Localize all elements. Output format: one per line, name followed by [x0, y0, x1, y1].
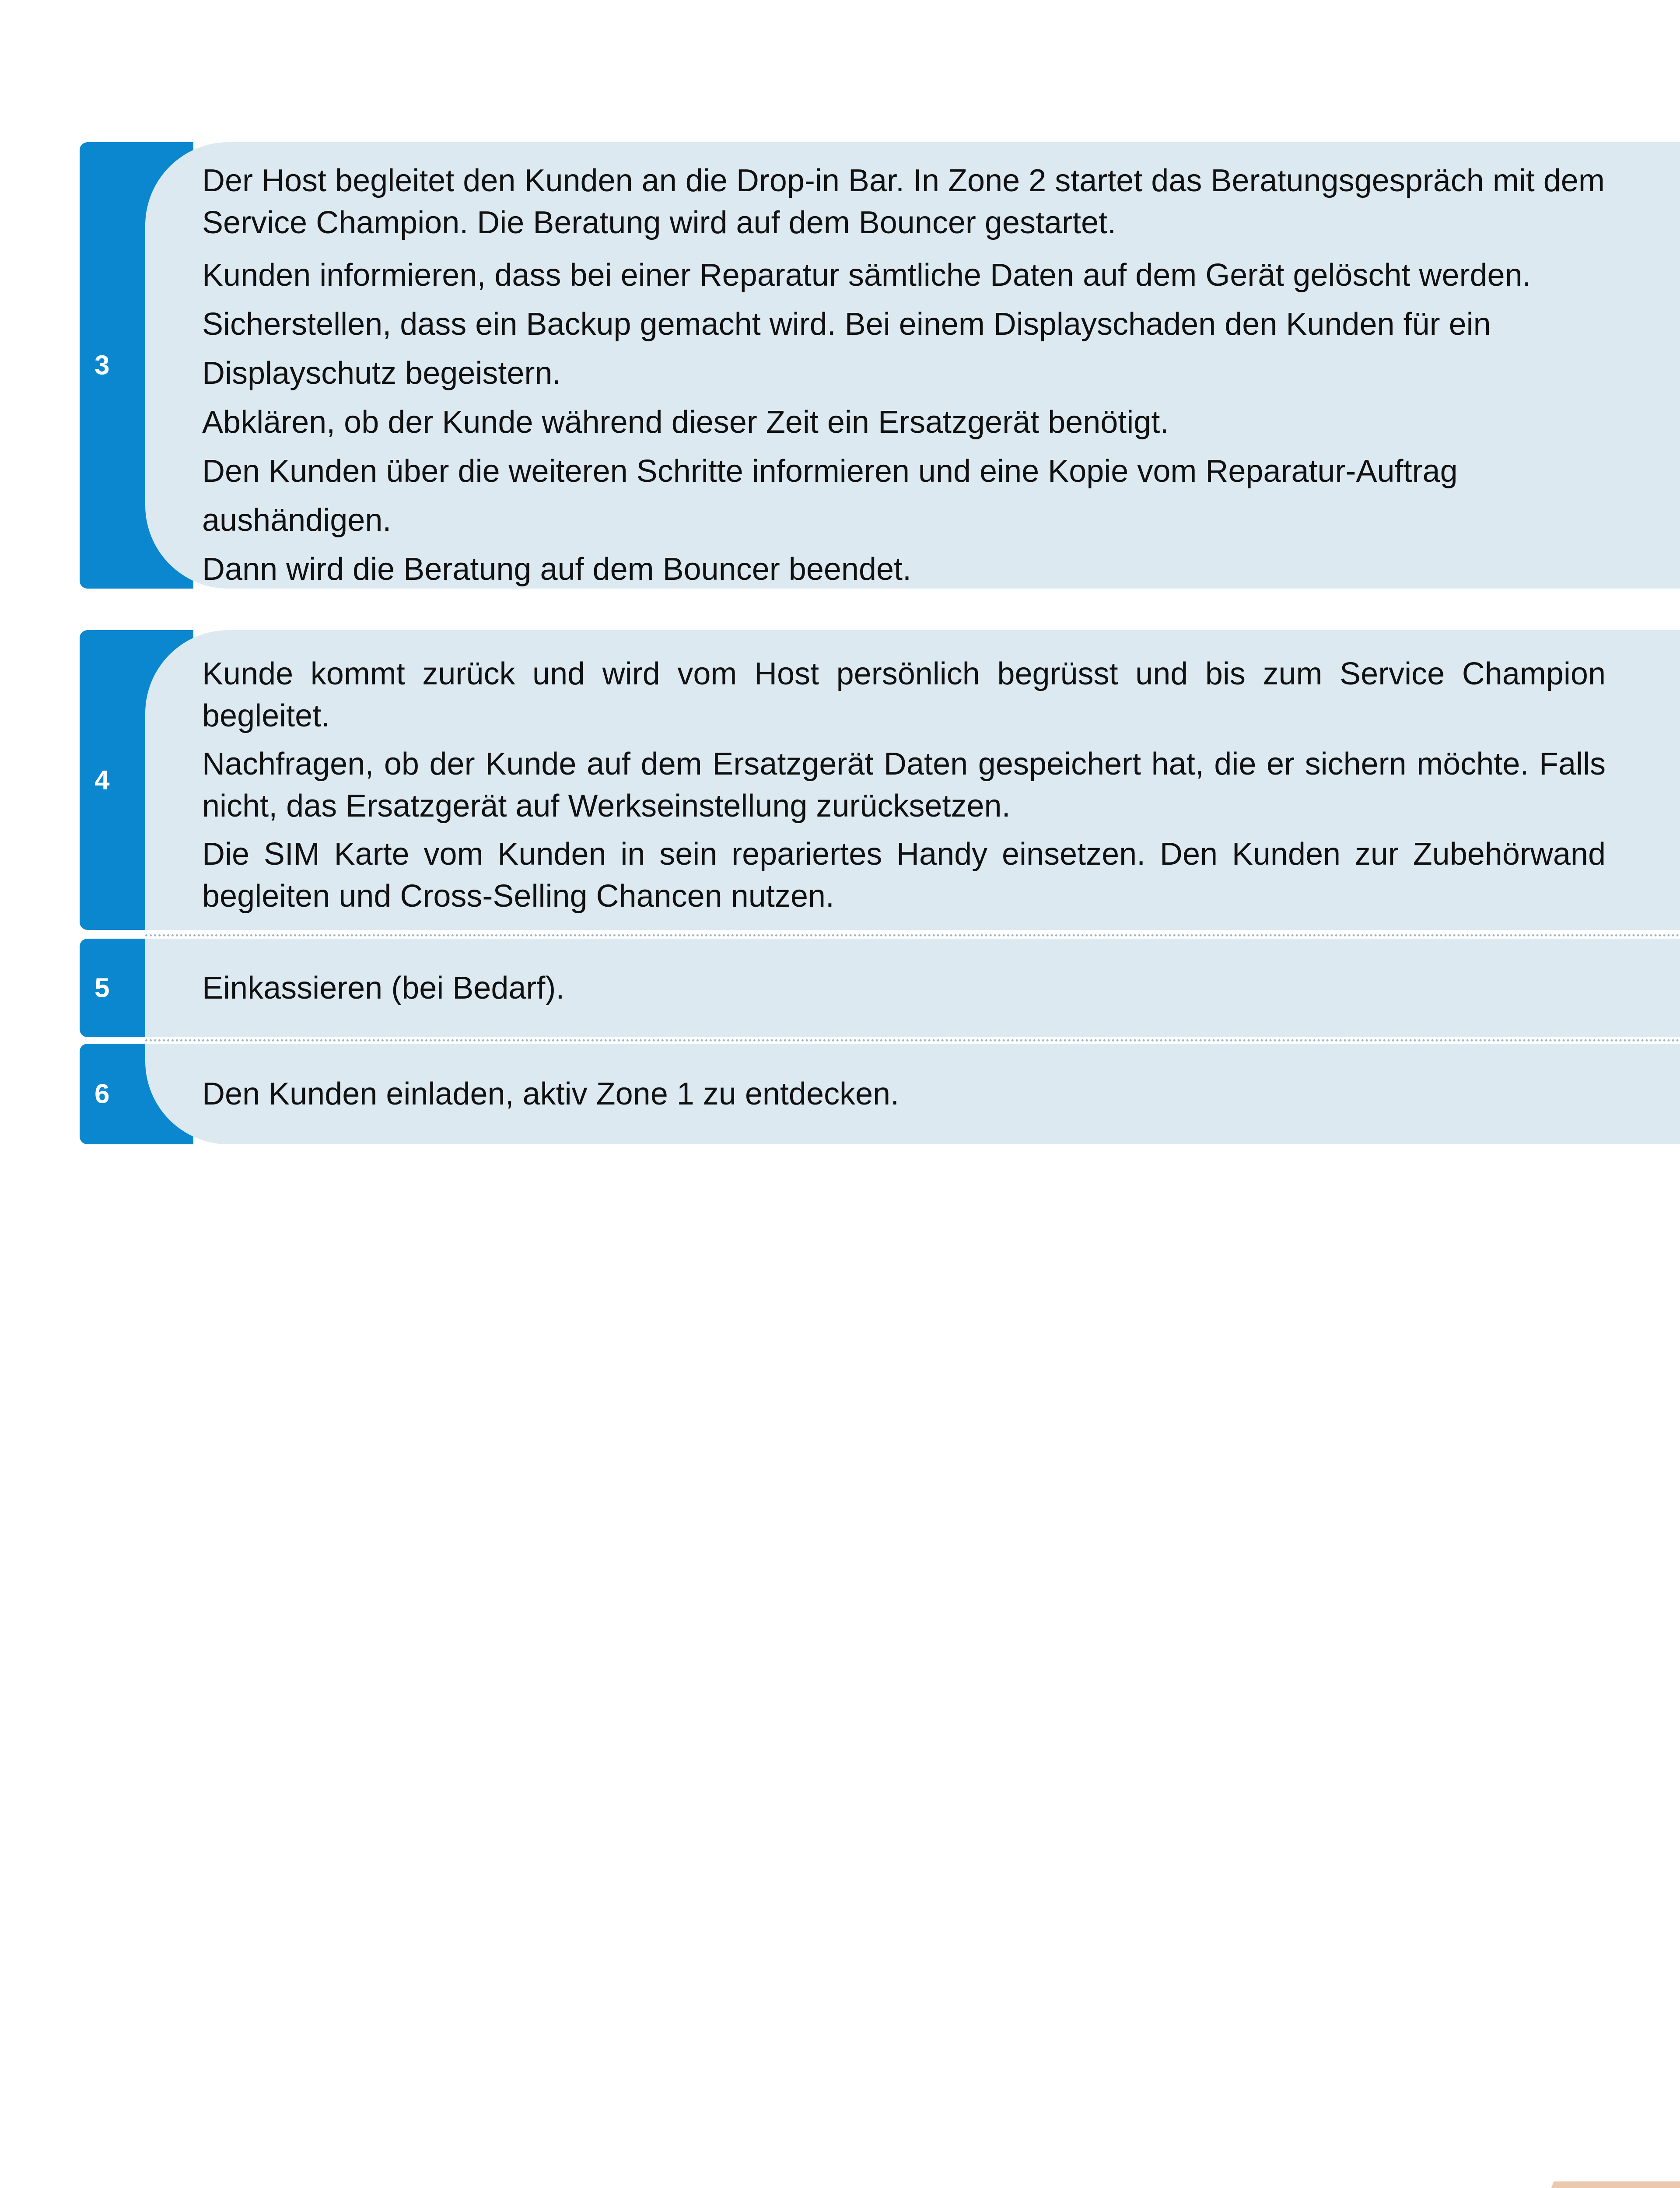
step-number: 3: [94, 350, 110, 381]
step-6-text: [202, 1044, 1606, 1144]
dotted-divider: [145, 1039, 1680, 1041]
step-number: 5: [94, 973, 110, 1003]
step-4-text: [202, 653, 1606, 917]
step-5-block: [80, 939, 1680, 1037]
step-6-line: Den Kunden einladen, aktiv Zone 1 zu entdecken.: [202, 1076, 900, 1112]
step-3-line: Sicherstellen, dass ein Backup gemacht wird. Bei einem Displayschaden den Kunden für ein: [202, 307, 1491, 342]
step-5-line: Einkassieren (bei Bedarf).: [202, 970, 565, 1006]
step-3-line: Dann wird die Beratung auf dem Bouncer beendet.: [202, 552, 912, 587]
step-3-line: Den Kunden über die weiteren Schritte informieren und eine Kopie vom Reparatur-Auftrag: [202, 454, 1458, 489]
step-number: 6: [94, 1079, 110, 1109]
step-3-block: [80, 142, 1680, 589]
step-3-line: Kunden informieren, dass bei einer Reparatur sämtliche Daten auf dem Gerät gelöscht werden.: [202, 258, 1531, 293]
step-3-line: Abklären, ob der Kunde während dieser Zeit ein Ersatzgerät benötigt.: [202, 405, 1169, 440]
step-3-text: [202, 160, 1606, 594]
step-5-text: [202, 939, 1606, 1037]
page-number-tab: [1518, 2181, 1680, 2188]
page-tab-shape: [1518, 2181, 1680, 2188]
step-4-line: Die SIM Karte vom Kunden in sein repariertes Handy einsetzen. Den Kunden zur Zubehörwand begleiten und Cross-Selling Chancen nutzen.: [202, 837, 1606, 914]
step-3-line: Displayschutz begeistern.: [202, 356, 561, 391]
step-3-line: Der Host begleitet den Kunden an die Drop-in Bar. In Zone 2 startet das Beratungsgespräch mit dem Service Champion. Die Beratung wird auf dem Bouncer gestartet.: [202, 163, 1605, 240]
step-number: 4: [94, 765, 110, 795]
dotted-divider: [145, 934, 1680, 936]
step-3-line: aushändigen.: [202, 503, 392, 538]
step-4-line: Nachfragen, ob der Kunde auf dem Ersatzgerät Daten gespeichert hat, die er sichern möchte. Falls nicht, das Ersatzgerät auf Werkseinstellung zurücksetzen.: [202, 747, 1606, 824]
step-6-block: [80, 1044, 1680, 1144]
step-4-block: [80, 630, 1680, 930]
step-4-line: Kunde kommt zurück und wird vom Host persönlich begrüsst und bis zum Service Champion begleitet.: [202, 656, 1606, 733]
